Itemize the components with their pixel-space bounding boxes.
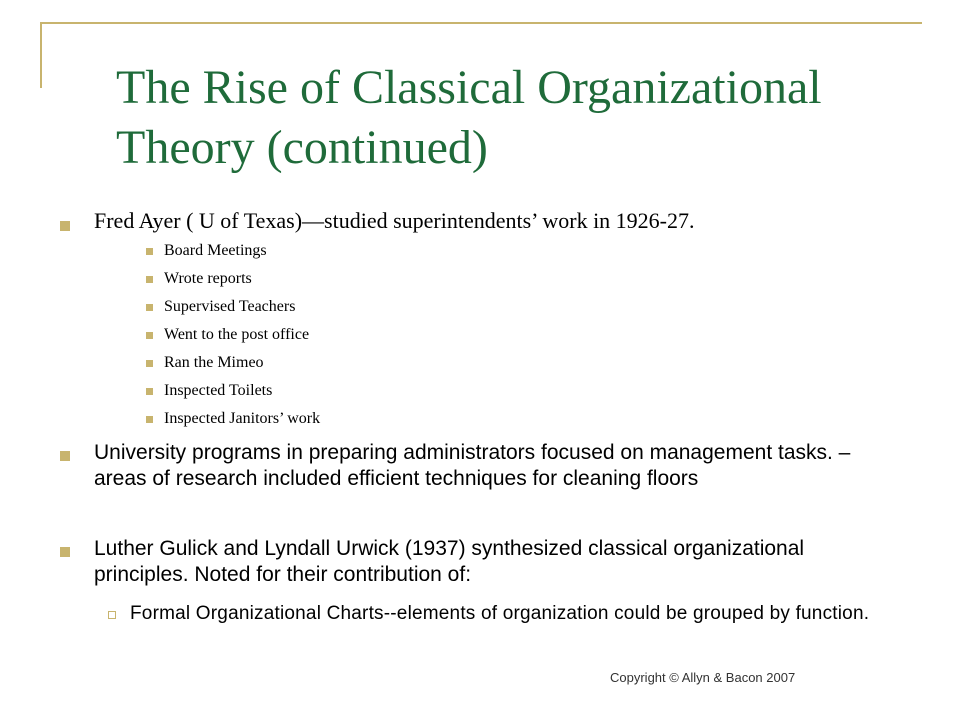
square-bullet-icon xyxy=(60,547,70,557)
bullet-text: Fred Ayer ( U of Texas)—studied superintendents’ work in 1926-27. xyxy=(94,208,695,233)
sub-bullet-text: Supervised Teachers xyxy=(164,298,296,315)
square-bullet-icon xyxy=(146,388,153,395)
copyright-notice: Copyright © Allyn & Bacon 2007 xyxy=(610,670,796,685)
sub-bullet-text: Went to the post office xyxy=(164,326,310,343)
square-bullet-icon xyxy=(146,332,153,339)
bullet-text: University programs in preparing administrators focused on management tasks. – areas of research included efficient techniques for cleaning floors xyxy=(94,441,851,490)
sub-bullet-text: Ran the Mimeo xyxy=(164,354,264,371)
bullet-text: Luther Gulick and Lyndall Urwick (1937) synthesized classical organizational principles. Noted for their contribution of: xyxy=(94,537,805,586)
square-bullet-icon xyxy=(146,360,153,367)
hollow-square-bullet-icon xyxy=(108,611,116,619)
sub-bullet-text: Inspected Toilets xyxy=(164,382,273,399)
sub-bullet-text: Board Meetings xyxy=(164,242,267,259)
square-bullet-icon xyxy=(146,304,153,311)
slide-title: The Rise of Classical Organizational Theory (continued) xyxy=(116,61,822,174)
sub-bullet-text: Wrote reports xyxy=(164,270,252,287)
square-bullet-icon xyxy=(146,276,153,283)
sub-bullet-text: Inspected Janitors’ work xyxy=(164,410,321,427)
sub-bullet-text: Formal Organizational Charts--elements of organization could be grouped by function. xyxy=(130,603,870,624)
square-bullet-icon xyxy=(60,221,70,231)
square-bullet-icon xyxy=(60,451,70,461)
square-bullet-icon xyxy=(146,248,153,255)
square-bullet-icon xyxy=(146,416,153,423)
